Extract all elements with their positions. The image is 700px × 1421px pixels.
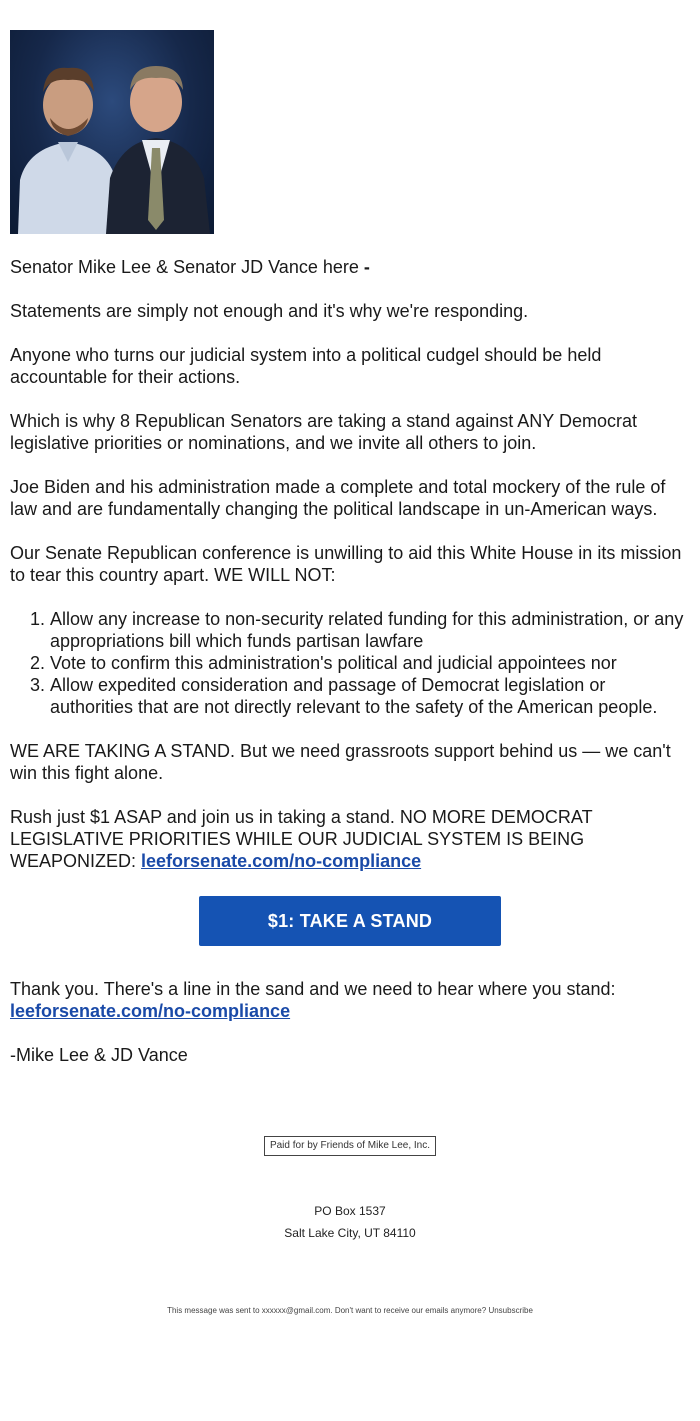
mailing-address	[0, 1200, 700, 1244]
paragraph: Statements are simply not enough and it's why we're responding.	[10, 301, 529, 321]
unsubscribe-link[interactable]: Unsubscribe	[488, 1306, 533, 1315]
person-left	[18, 68, 118, 234]
rush-paragraph: Rush just $1 ASAP and join us in taking a stand. NO MORE DEMOCRAT LEGISLATIVE PRIORITIES WHILE OUR JUDICIAL SYSTEM IS BEING WEAPONIZED: leeforsenate.com/no-compliance	[10, 807, 593, 871]
list-item: 2. Vote to confirm this administration's political and judicial appointees nor	[50, 652, 690, 674]
photo-two-senators-icon	[10, 30, 214, 234]
paid-for-disclaimer: Paid for by Friends of Mike Lee, Inc.	[264, 1136, 436, 1156]
address-line-1: PO Box 1537	[314, 1204, 386, 1218]
person-right	[106, 66, 210, 234]
paragraph: Anyone who turns our judicial system into a political cudgel should be held accountable for their actions.	[10, 345, 602, 387]
signature: -Mike Lee & JD Vance	[10, 1045, 188, 1065]
demands-list	[10, 608, 690, 718]
greeting: Senator Mike Lee & Senator JD Vance here -	[10, 257, 370, 277]
take-a-stand-button[interactable]: $1: TAKE A STAND	[199, 896, 501, 946]
list-item: 1. Allow any increase to non-security related funding for this administration, or any appropriations bill which funds partisan lawfare	[50, 608, 690, 652]
paragraph: Which is why 8 Republican Senators are taking a stand against ANY Democrat legislative priorities or nominations, and we invite all others to join.	[10, 411, 637, 453]
paragraph: Joe Biden and his administration made a complete and total mockery of the rule of law and are fundamentally changing the political landscape in un-American ways.	[10, 477, 666, 519]
closing	[10, 978, 690, 1088]
footer-text: This message was sent to xxxxxx@gmail.com. Don't want to receive our emails anymore?	[167, 1306, 487, 1315]
header-photo	[10, 30, 214, 234]
cta-container	[199, 896, 501, 946]
paragraph: WE ARE TAKING A STAND. But we need grassroots support behind us — we can't win this fight alone.	[10, 741, 671, 783]
address-line-2: Salt Lake City, UT 84110	[284, 1226, 416, 1240]
thank-you-link[interactable]: leeforsenate.com/no-compliance	[10, 1001, 291, 1021]
email-body	[10, 256, 690, 894]
list-item: 3. Allow expedited consideration and passage of Democrat legislation or authorities that are not directly relevant to the safety of the American people.	[50, 674, 690, 718]
footer	[0, 1305, 700, 1317]
thank-you-paragraph: Thank you. There's a line in the sand and we need to hear where you stand: leeforsenate.com/no-compliance	[10, 979, 616, 1021]
donate-link[interactable]: leeforsenate.com/no-compliance	[141, 851, 422, 871]
paragraph: Our Senate Republican conference is unwilling to aid this White House in its mission to tear this country apart. WE WILL NOT:	[10, 543, 682, 585]
